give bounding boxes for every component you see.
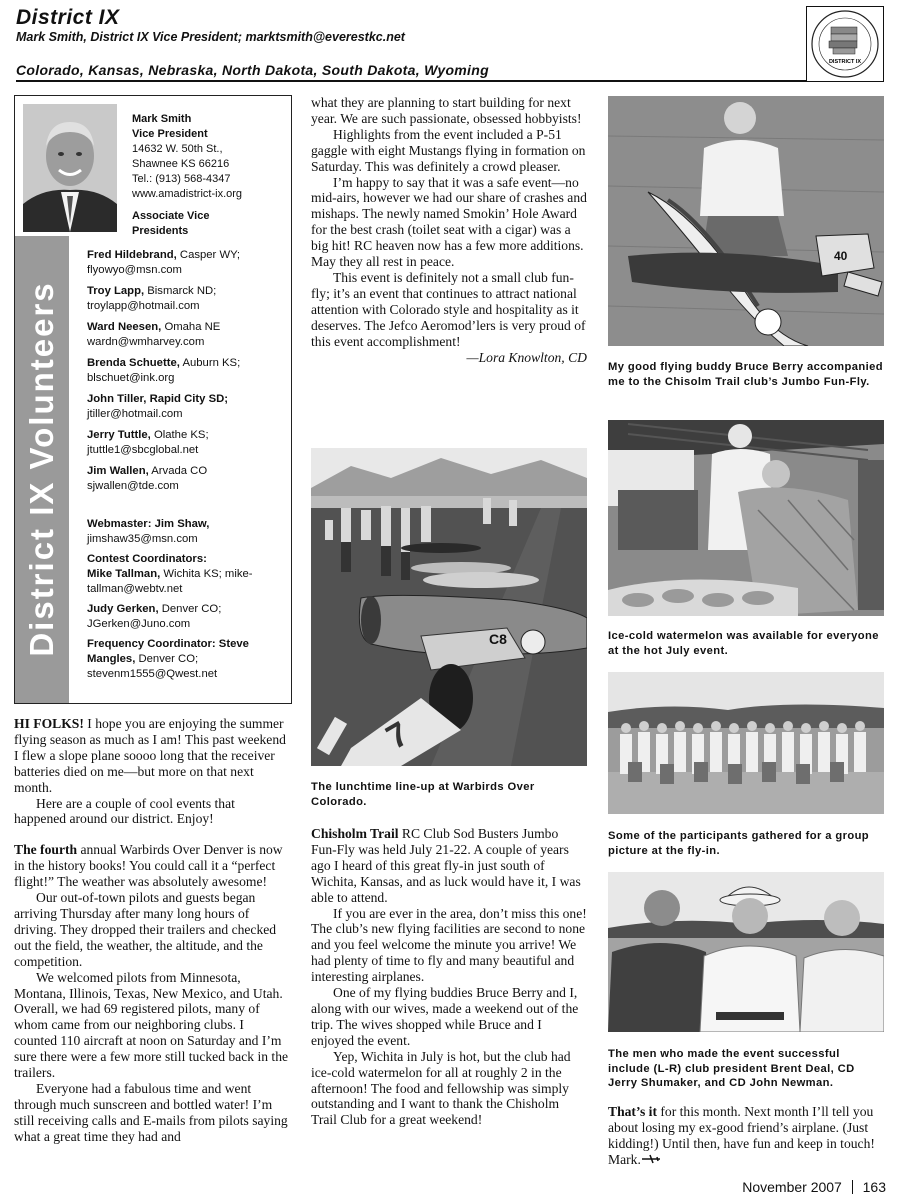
article-paragraph [608,1104,884,1168]
vp-name: Mark Smith [132,113,192,125]
avp-location: Arvada CO [151,465,208,477]
article-paragraph [14,716,290,796]
contest-heading: Contest Coordinators: [87,553,207,565]
group-caption: Some of the participants gathered for a group picture at the fly-in. [608,830,870,857]
frequency-email[interactable]: stevenm1555@Qwest.net [87,668,218,680]
article-paragraph: I’m happy to say that it was a safe event—no mid-airs, however we had our share of crashes and mishaps. The newly named Smokin’ Hole Award for the best crash (toilet seat with a cigar) was a big hit! RC heaven now has a few more additions. May they all rest in peace. [311,174,587,270]
article-paragraph: If you are ever in the area, don’t miss this one! The club’s new flying facilities are second to none and you feel welcome the minute you arrive! We had plenty of time to fly and many beautiful and interesting airplanes. [311,905,587,985]
contest-details: Wichita KS; mike-tallman@webtv.net [87,568,253,595]
plane-number: 40 [834,249,848,263]
avp-email[interactable]: jtuttle1@sbcglobal.net [87,444,199,456]
article-paragraph: One of my flying buddies Bruce Berry and I, along with our wives, made a weekend out of the trip. The wives shopped while Bruce and I enjoyed the event. [311,985,579,1048]
vp-address-1: 14632 W. 50th St., [132,143,223,155]
article-paragraph: This event is definitely not a small club fun-fly; it’s an event that continues to attract national attention with Colorado style and hospitality as it deserves. The Jefco Aeromod’lers is very proud of this event accomplishment! [311,269,586,349]
watermelon-photo [608,420,884,616]
avp-entry [87,356,287,386]
avp-email[interactable]: jtiller@hotmail.com [87,408,183,420]
article-column-1 [14,716,290,1145]
avp-email[interactable]: wardn@wmharvey.com [87,336,205,348]
webmaster-label: Webmaster: Jim Shaw, [87,518,210,530]
avp-entry [87,428,287,458]
contest-name: Judy Gerken, [87,603,159,615]
event-leaders-caption: The men who made the event successful include (L-R) club president Brent Deal, CD Jerry Shumaker, and CD John Newman. [608,1048,855,1089]
footer-divider [852,1180,853,1194]
avp-location: Olathe KS; [153,429,209,441]
avp-entry [87,284,287,314]
article-paragraph: Yep, Wichita in July is hot, but the club had ice-cold watermelon for all at roughly 2 in the afternoon! The food and fellowship was simply outstanding and I want to thank the Chisholm Trail Club for a great weekend! [311,1048,571,1128]
page-footer [742,1179,886,1195]
airplane-icon [641,1152,661,1167]
lead-in: That’s it [608,1104,657,1119]
avp-name: Brenda Schuette, [87,357,180,369]
article-paragraph [311,826,587,906]
paragraph-text: I hope you are enjoying the summer flying season as much as I am! This past weekend I flew a slope plane soooo long that the receiver batteries died on me—but more on that next month. [14,716,286,795]
avp-email[interactable]: troylapp@hotmail.com [87,300,200,312]
volunteers-banner-text: District IX Volunteers [23,281,60,657]
avp-location: Casper WY; [179,249,241,261]
district-states: Colorado, Kansas, Nebraska, North Dakota, South Dakota, Wyoming [16,62,489,78]
lineup-caption: The lunchtime line-up at Warbirds Over Colorado. [311,781,535,808]
frequency-location: Denver CO; [138,653,199,665]
vp-website[interactable]: www.amadistrict-ix.org [132,188,243,200]
volunteers-box [14,95,292,704]
district-title: District IX [16,6,120,29]
article-paragraph: Highlights from the event included a P-51 gaggle with eight Mustangs flying in formation on Saturday. This was definitely a crowd pleaser. [311,126,586,174]
article-column-2-top [311,95,587,365]
volunteers-banner [15,236,69,703]
vp-address-2: Shawnee KS 66216 [132,158,230,170]
group-photo [608,672,884,814]
avp-name: Ward Neesen, [87,321,162,333]
avp-entry [87,320,287,350]
avp-entry [87,392,287,422]
avp-email[interactable]: flyowyo@msn.com [87,264,182,276]
avp-location: Auburn KS; [182,357,241,369]
contest-entry [87,602,287,632]
avp-heading-2: Presidents [132,225,189,237]
article-signature: —Lora Knowlton, CD [466,349,587,365]
article-paragraph: Everyone had a fabulous time and went through much sunscreen and bottled water! I’m still receiving calls and E-mails from pilots saying what a great time they had and [14,1080,288,1144]
vp-portrait [23,104,117,232]
avp-name: John Tiller, Rapid City SD; [87,393,229,405]
avp-location: Omaha NE [164,321,221,333]
article-paragraph [14,842,290,890]
lineup-photo [311,448,587,766]
webmaster-email[interactable]: jimshaw35@msn.com [87,533,198,545]
runway-number: 7 [380,714,416,757]
event-leaders-photo [608,872,884,1032]
article-paragraph: what they are planning to start building for next year. We are such passionate, obsessed hobbyists! [311,95,582,126]
avp-entry [87,248,287,278]
lead-in: Chisholm Trail [311,826,399,841]
contest-details: Denver CO; JGerken@Juno.com [87,603,222,630]
avp-name: Jerry Tuttle, [87,429,151,441]
avp-list [87,248,287,500]
contest-entry [87,567,287,597]
avp-email[interactable]: blschuet@ink.org [87,372,175,384]
avp-heading: Associate Vice [132,210,210,222]
paragraph-text: annual Warbirds Over Denver is now in the history books! You could call it a “perfect flight!” The weather was absolutely awesome! [14,842,283,890]
avp-entry [87,464,287,494]
district-logo [806,6,884,82]
article-paragraph: We welcomed pilots from Minnesota, Montana, Illinois, Texas, New Mexico, and Utah. Overall, we had 69 registered pilots, many of whom came from our neighboring clubs. I counted 110 aircraft at noon on Saturday and I’m sure there were a few more still tucked back in the trailers. [14,969,289,1081]
issue-date: November 2007 [742,1179,842,1195]
staff-list [87,517,287,687]
vp-contact [132,112,287,239]
avp-location: Bismarck ND; [147,285,217,297]
header-rule [16,80,806,82]
avp-name: Jim Wallen, [87,465,149,477]
vp-phone: Tel.: (913) 568-4347 [132,173,231,185]
frequency-entry [87,637,287,682]
district-vp-line: Mark Smith, District IX Vice President; marktsmith@everestkc.net [16,30,405,44]
logo-caption: DISTRICT IX [828,59,862,65]
article-paragraph: Here are a couple of cool events that happened around our district. Enjoy! [14,795,235,827]
bruce-berry-photo [608,96,884,346]
contest-name: Mike Tallman, [87,568,161,580]
watermelon-caption: Ice-cold watermelon was available for everyone at the hot July event. [608,630,879,657]
avp-email[interactable]: sjwallen@tde.com [87,480,179,492]
frequency-label: Frequency Coordinator: Steve Mangles, [87,638,249,665]
avp-name: Troy Lapp, [87,285,145,297]
paragraph-text: for this month. Next month I’ll tell you about losing my ex-good friend’s airplane. (Just kidding!) Until then, have fun and keep in touch! Mark. [608,1104,875,1167]
article-column-2-bottom [311,826,587,1128]
avp-name: Fred Hildebrand, [87,249,177,261]
lead-in: The fourth [14,842,78,858]
paragraph-text: RC Club Sod Busters Jumbo Fun-Fly was held July 21-22. A couple of years ago I heard of this great fly-in just south of Wichita, Kansas, and as luck would have it, I was able to attend. [311,826,581,905]
bruce-berry-caption: My good flying buddy Bruce Berry accompanied me to the Chisolm Trail club’s Jumbo Fun-Fly. [608,361,883,388]
article-closing [608,1104,884,1168]
article-paragraph: Our out-of-town pilots and guests began arriving Thursday after many long hours of driving. They dropped their trailers and checked out the field, the weather, the altitude, and the competition. [14,890,277,969]
plane-code: C8 [489,631,507,647]
webmaster-entry [87,517,287,547]
page-number: 163 [862,1179,886,1195]
lead-in: HI FOLKS! [14,716,84,731]
vp-title: Vice President [132,128,208,140]
